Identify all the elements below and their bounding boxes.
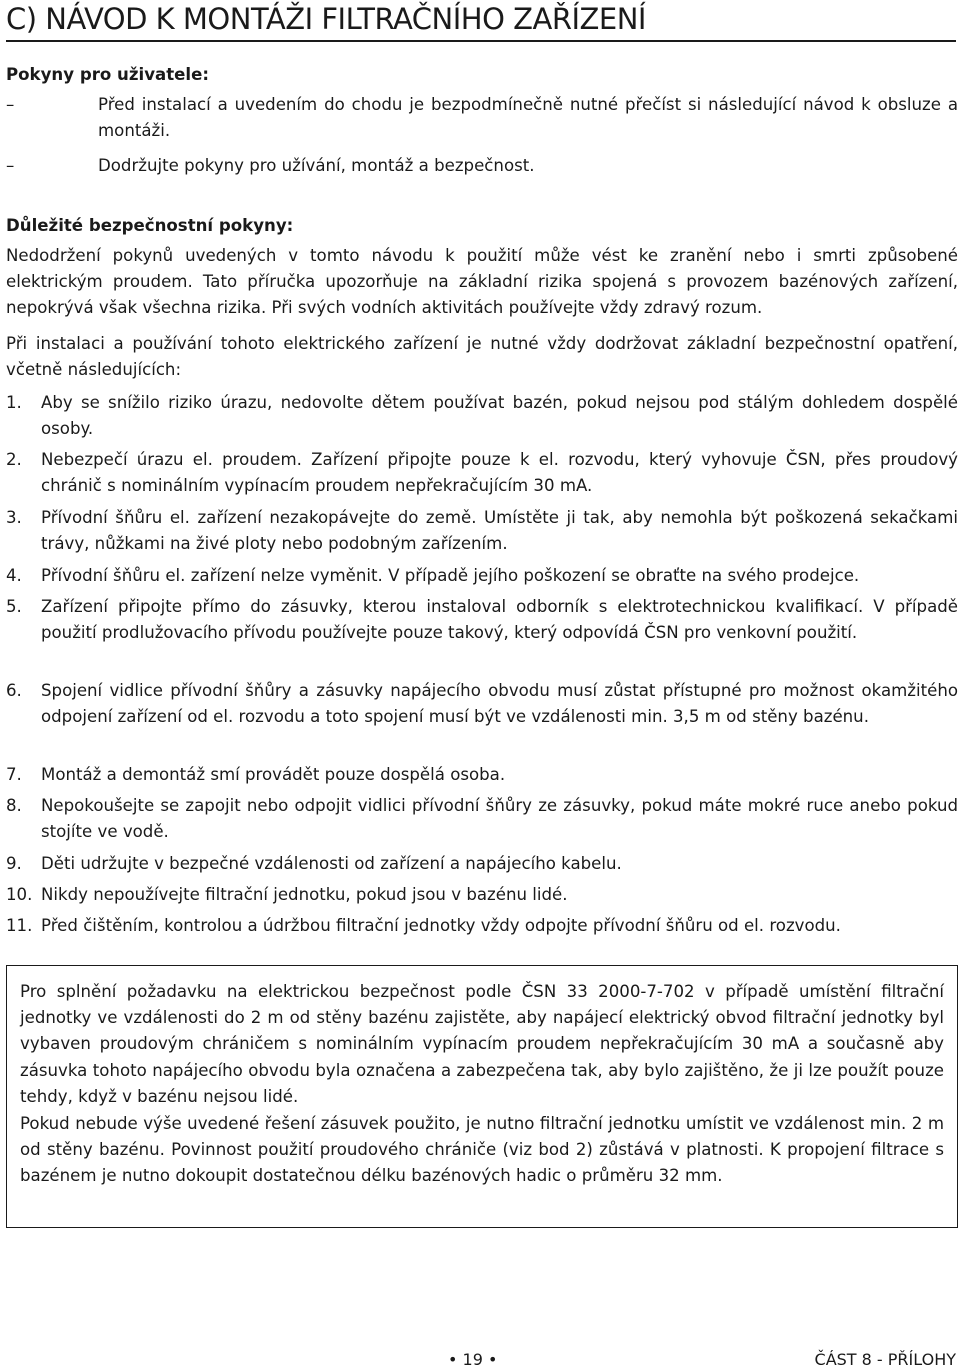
item-text: Přívodní šňůru el. zařízení nezakopávejte do země. Umístěte ji tak, aby nemohla být poškozená sekačkami trávy, nůžkami na živé ploty nebo podobným zařízením.	[41, 508, 958, 554]
list-dash: –	[6, 156, 15, 175]
numbered-item	[6, 447, 958, 499]
numbered-item	[6, 505, 958, 557]
user-instructions-heading: Pokyny pro uživatele:	[6, 65, 209, 84]
item-text: Před čištěním, kontrolou a údržbou filtrační jednotky vždy odpojte přívodní šňůru od el. rozvodu.	[41, 916, 841, 935]
item-number: 9.	[6, 854, 22, 873]
section-label: ČÁST 8 - PŘÍLOHY	[814, 1350, 956, 1369]
notice-paragraph: Pokud nebude výše uvedené řešení zásuvek použito, je nutno filtrační jednotku umístit ve vzdálenost min. 2 m od stěny bazénu. Povinnost použití proudového chrániče (viz bod 2) zůstává v platnosti. K propojení filtrace s bazénem je nutno dokoupit dostatečnou délku bazénových hadic o průměru 32 mm.	[20, 1114, 944, 1186]
numbered-item	[6, 594, 958, 646]
list-dash: –	[6, 95, 15, 114]
item-number: 7.	[6, 765, 22, 784]
list-item	[6, 92, 958, 144]
page-number: • 19 •	[448, 1350, 498, 1369]
notice-paragraph: Pro splnění požadavku na elektrickou bezpečnost podle ČSN 33 2000-7-702 v případě umístění filtrační jednotky ve vzdálenosti do 2 m od stěny bazénu zajistěte, aby napájecí elektrický obvod filtrační jednotky byl vybaven proudovým chráničem s nominálním vypínacím proudem nepřekračujícím 30 mA a současně aby zásuvka tohoto napájecího obvodu byla označena a zabezpečena tak, aby bylo zajištěno, že ji lze použít pouze tehdy, když v bazénu nejsou lidé.	[20, 982, 944, 1106]
item-text: Zařízení připojte přímo do zásuvky, kterou instaloval odborník s elektrotechnickou kvalifikací. V případě použití prodlužovacího přívodu používejte pouze takový, který odpovídá ČSN pro venkovní použití.	[41, 597, 958, 643]
numbered-item	[6, 678, 958, 730]
item-number: 6.	[6, 681, 22, 700]
item-text: Nepokoušejte se zapojit nebo odpojit vidlici přívodní šňůry ze zásuvky, pokud máte mokré ruce anebo pokud stojíte ve vodě.	[41, 796, 958, 842]
numbered-item	[6, 851, 958, 877]
numbered-item	[6, 913, 958, 939]
numbered-item	[6, 882, 958, 908]
safety-lead: Při instalaci a používání tohoto elektrického zařízení je nutné vždy dodržovat základní bezpečnostní opatření, včetně následujících:	[6, 334, 958, 380]
safety-heading: Důležité bezpečnostní pokyny:	[6, 216, 294, 235]
item-number: 4.	[6, 566, 22, 585]
list-item	[6, 153, 958, 179]
item-number: 2.	[6, 450, 22, 469]
item-text: Nikdy nepoužívejte filtrační jednotku, pokud jsou v bazénu lidé.	[41, 885, 568, 904]
numbered-item	[6, 762, 958, 788]
numbered-item	[6, 563, 958, 589]
item-number: 10.	[6, 885, 33, 904]
item-number: 1.	[6, 393, 22, 412]
item-number: 11.	[6, 916, 33, 935]
list-item-text: Před instalací a uvedením do chodu je bezpodmínečně nutné přečíst si následující návod k obsluze a montáži.	[98, 95, 958, 141]
notice-box	[6, 965, 958, 1228]
item-number: 8.	[6, 796, 22, 815]
list-item-text: Dodržujte pokyny pro užívání, montáž a bezpečnost.	[98, 156, 535, 175]
item-text: Nebezpečí úrazu el. proudem. Zařízení připojte pouze k el. rozvodu, který vyhovuje ČSN, přes proudový chránič s nominálním vypínacím proudem nepřekračujícím 30 mA.	[41, 450, 958, 496]
item-number: 5.	[6, 597, 22, 616]
item-text: Aby se snížilo riziko úrazu, nedovolte dětem používat bazén, pokud nejsou pod stálým dohledem dospělé osoby.	[41, 393, 958, 439]
item-text: Děti udržujte v bezpečné vzdálenosti od zařízení a napájecího kabelu.	[41, 854, 622, 873]
page-title: C) NÁVOD K MONTÁŽI FILTRAČNÍHO ZAŘÍZENÍ	[6, 2, 956, 42]
item-number: 3.	[6, 508, 22, 527]
item-text: Přívodní šňůru el. zařízení nelze vyměnit. V případě jejího poškození se obraťte na svého prodejce.	[41, 566, 860, 585]
safety-intro: Nedodržení pokynů uvedených v tomto návodu k použití může vést ke zranění nebo i smrti způsobené elektrickým proudem. Tato příručka upozorňuje na základní rizika spojená s provozem bazénových zařízení, nepokrývá však všechna rizika. Při svých vodních aktivitách používejte vždy zdravý rozum.	[6, 246, 958, 318]
numbered-item	[6, 793, 958, 845]
numbered-item	[6, 390, 958, 442]
item-text: Montáž a demontáž smí provádět pouze dospělá osoba.	[41, 765, 506, 784]
item-text: Spojení vidlice přívodní šňůry a zásuvky napájecího obvodu musí zůstat přístupné pro možnost okamžitého odpojení zařízení od el. rozvodu a toto spojení musí být ve vzdálenosti min. 3,5 m od stěny bazénu.	[41, 681, 958, 727]
